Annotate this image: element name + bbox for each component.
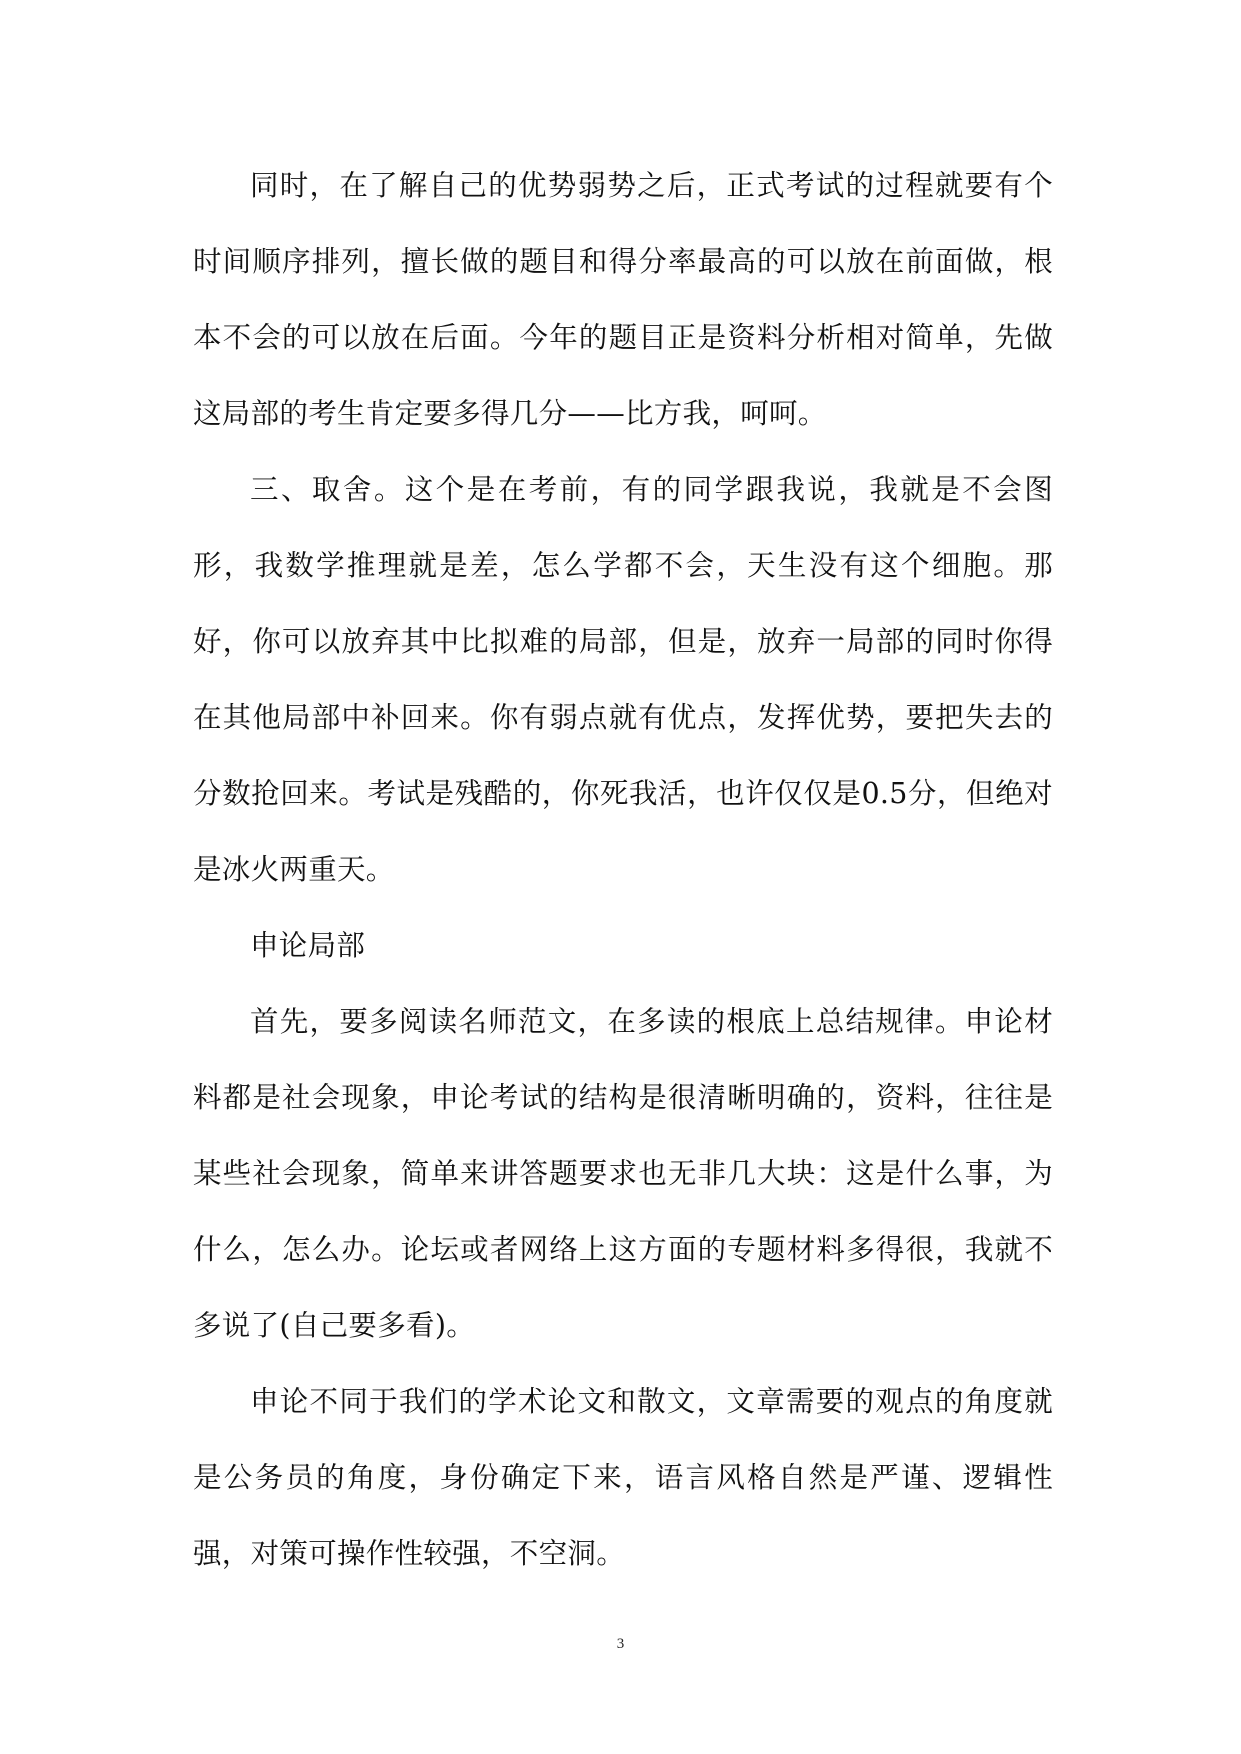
section-heading-essay: 申论局部 <box>250 929 366 962</box>
paragraph-trade-off: 三、取舍。这个是在考前，有的同学跟我说，我就是不会图形，我数学推理就是差，怎么学都不会，天生没有这个细胞。那好，你可以放弃其中比拟难的局部，但是，放弃一局部的同时你得在其他局部中补回来。你有弱点就有优点，发挥优势，要把失去的分数抢回来。考试是残酷的，你死我活，也许仅仅是0.5分，但绝对是冰火两重天。 <box>193 473 1053 886</box>
paragraph-essay-style: 申论不同于我们的学术论文和散文，文章需要的观点的角度就是公务员的角度，身份确定下来，语言风格自然是严谨、逻辑性强，对策可操作性较强，不空洞。 <box>193 1385 1053 1570</box>
paragraph-read-model-essays: 首先，要多阅读名师范文，在多读的根底上总结规律。申论材料都是社会现象，申论考试的结构是很清晰明确的，资料，往往是某些社会现象，简单来讲答题要求也无非几大块：这是什么事，为什么，怎么办。论坛或者网络上这方面的专题材料多得很，我就不多说了(自己要多看)。 <box>193 1005 1053 1342</box>
page-number: 3 <box>616 1636 625 1652</box>
paragraph-time-order: 同时，在了解自己的优势弱势之后，正式考试的过程就要有个时间顺序排列，擅长做的题目和得分率最高的可以放在前面做，根本不会的可以放在后面。今年的题目正是资料分析相对简单，先做这局部的考生肯定要多得几分——比方我，呵呵。 <box>193 169 1053 430</box>
body-text <box>193 148 1053 1592</box>
